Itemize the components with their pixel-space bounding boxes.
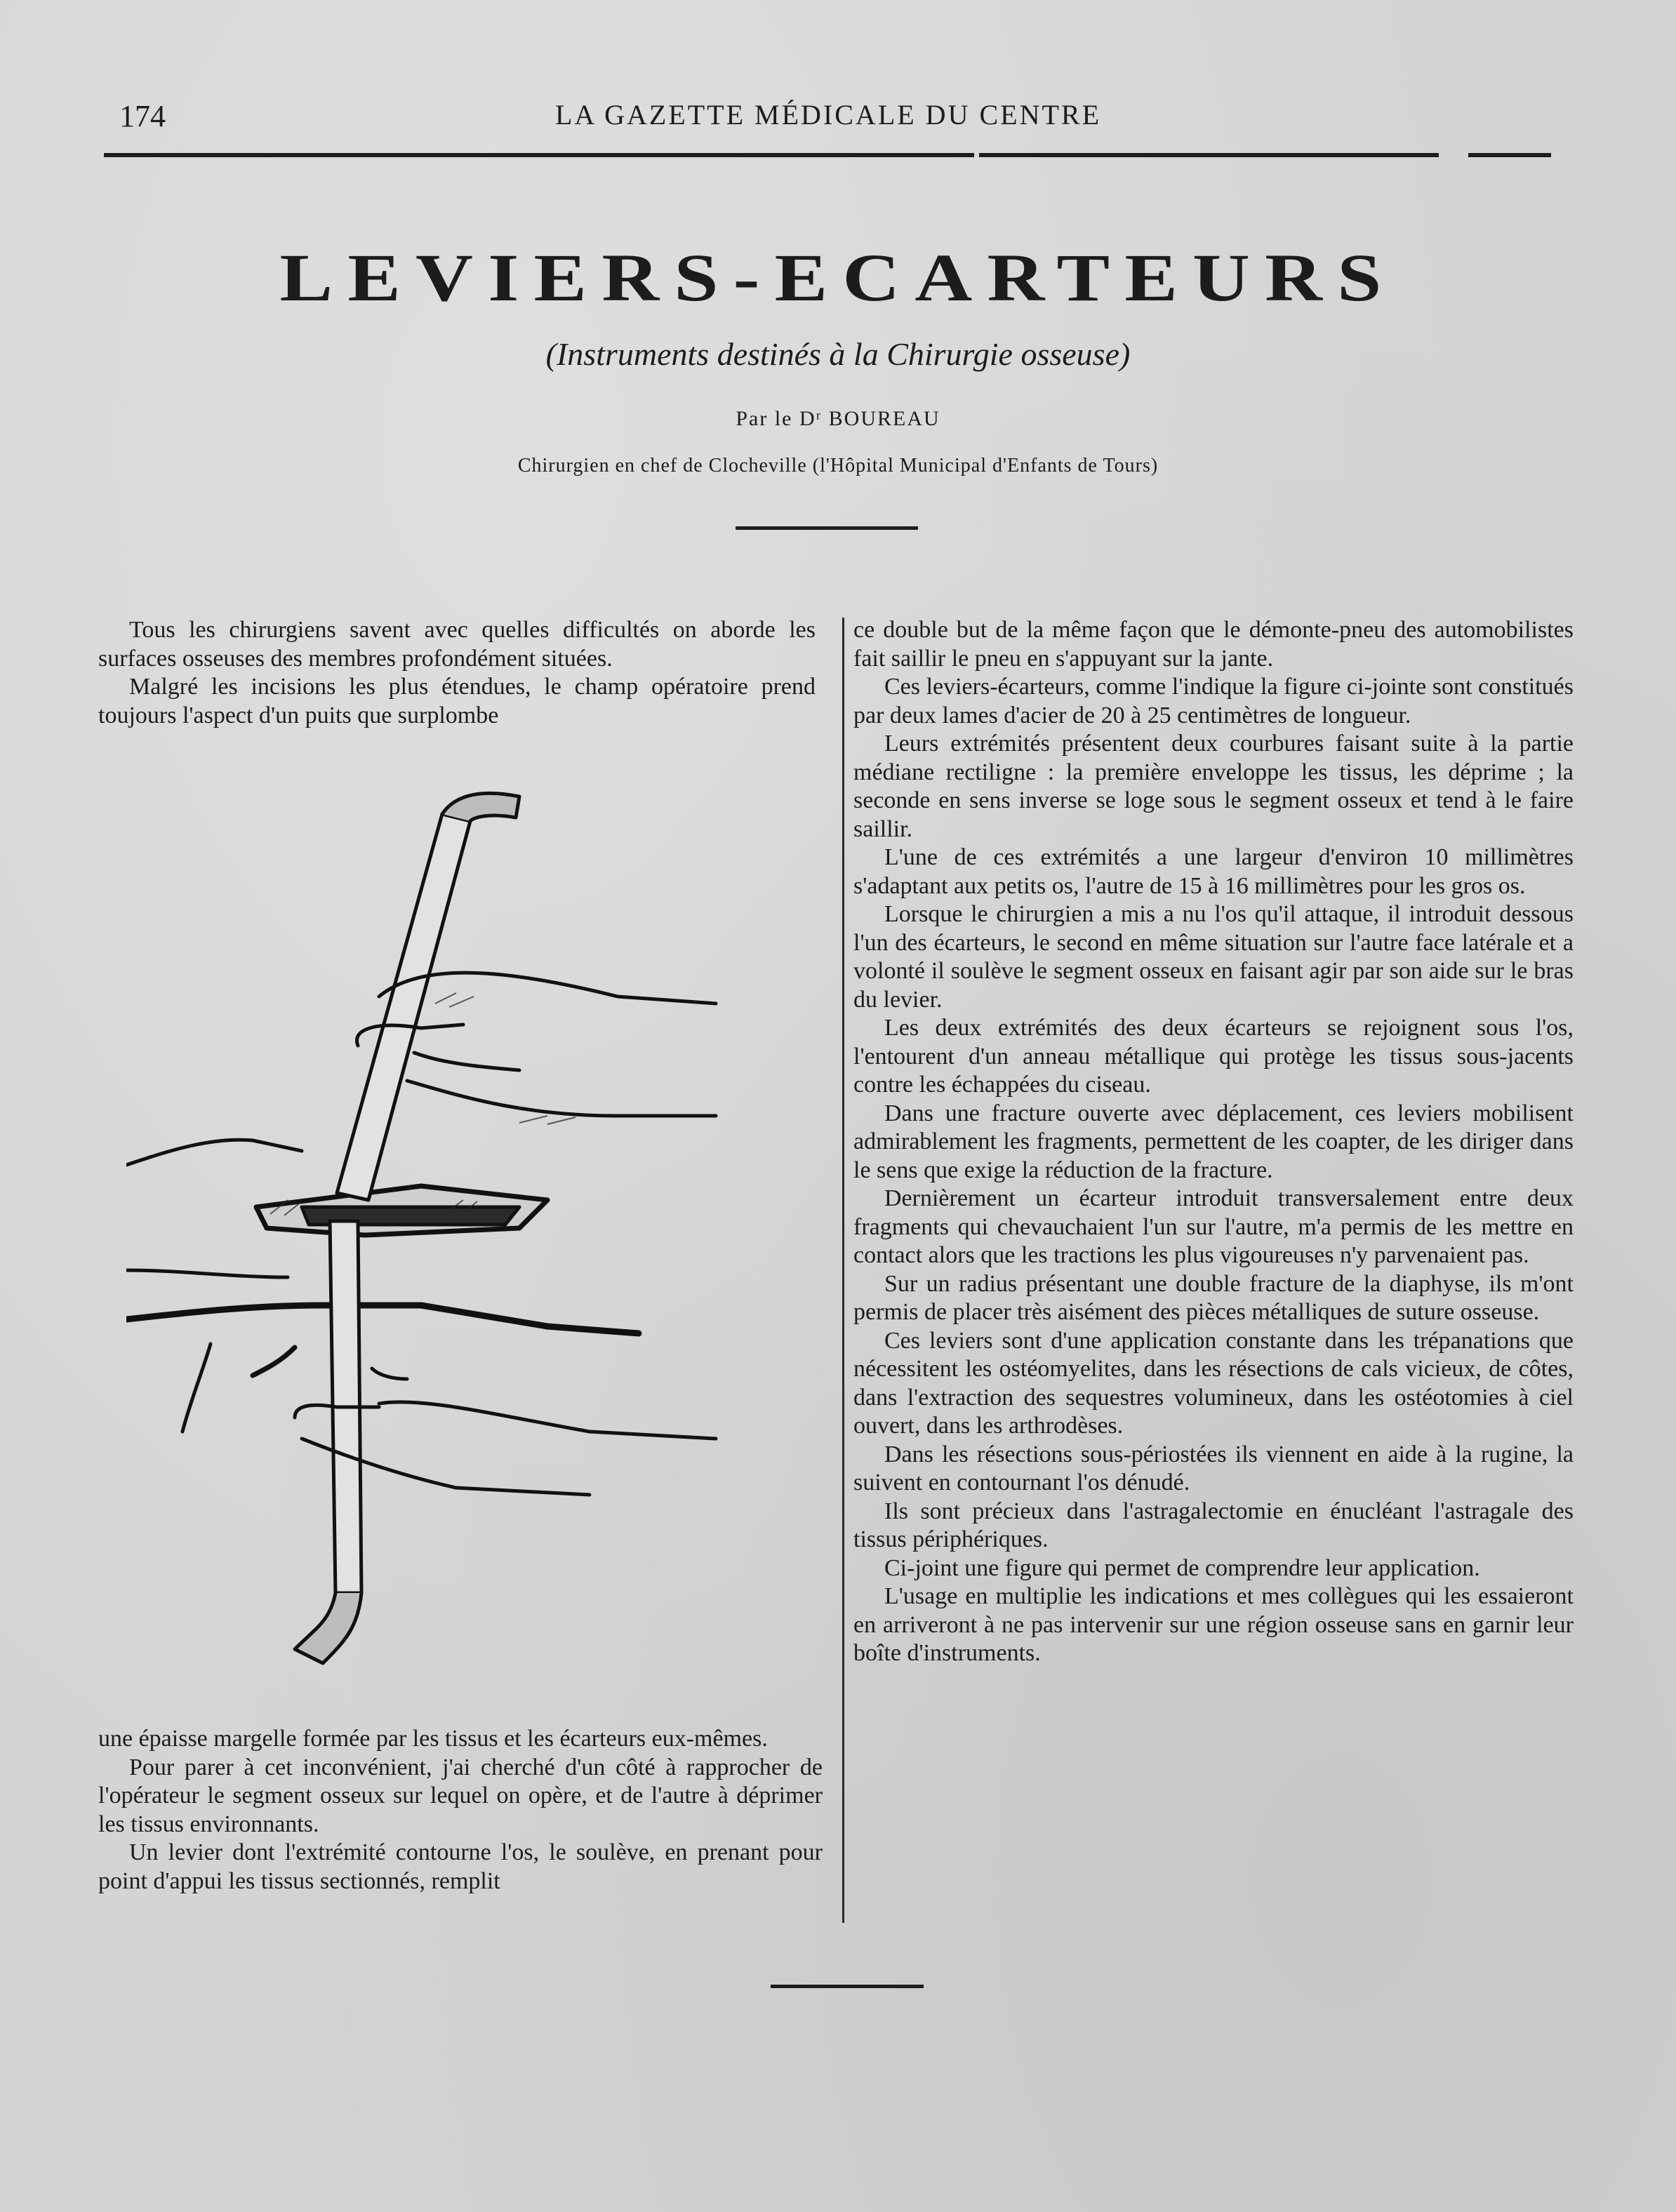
title-separator-rule xyxy=(736,526,918,530)
paragraph: L'usage en multiplie les indications et mes collègues qui les essaieront en arriveront à ne pas intervenir sur une région osseuse sans en garnir leur boîte d'instruments. xyxy=(853,1583,1574,1666)
limb-outline xyxy=(182,1344,211,1432)
paragraph: Leurs extrémités présentent deux courbures faisant suite à la partie médiane rectiligne : la première enveloppe les tissus, les déprime ; la seconde en sens inverse se loge sous le segment osseux et tend à le faire saillir. xyxy=(853,731,1574,842)
author-affiliation: Chirurgien en chef de Clocheville (l'Hôpital Municipal d'Enfants de Tours) xyxy=(517,455,1159,477)
surgical-figure-illustration xyxy=(126,786,772,1712)
paragraph: Ces leviers-écarteurs, comme l'indique la figure ci-jointe sont constitués par deux lames d'acier de 20 à 25 centimètres de longueur. xyxy=(853,674,1574,728)
article-title: LEVIERS-ECARTEURS xyxy=(279,240,1397,315)
column-divider xyxy=(842,618,844,1923)
left-column-top xyxy=(98,616,816,730)
limb-outline xyxy=(126,1140,302,1165)
paragraph-continuation: une épaisse margelle formée par les tissus et les écarteurs eux-mêmes. xyxy=(98,1726,768,1752)
page-number: 174 xyxy=(119,99,166,133)
header-rule xyxy=(104,153,974,157)
paragraph: Dans les résections sous-périostées ils viennent en aide à la rugine, la suivent en contournant l'os dénudé. xyxy=(853,1441,1574,1495)
paragraph: Ils sont précieux dans l'astragalectomie en énucléant l'astragale des tissus périphériques. xyxy=(853,1498,1574,1552)
lower-retractor-tip xyxy=(295,1593,361,1663)
paragraph-continuation: ce double but de la même façon que le démonte-pneu des automobilistes fait saillir le pneu en s'appuyant sur la jante. xyxy=(853,617,1574,672)
upper-retractor-tip xyxy=(442,793,519,821)
lower-hand xyxy=(379,1402,716,1439)
limb-outline xyxy=(253,1347,295,1375)
left-column-bottom xyxy=(98,1725,823,1895)
running-header xyxy=(105,98,1551,140)
paragraph: Pour parer à cet inconvénient, j'ai cherché d'un côté à rapprocher de l'opérateur le segment osseux sur lequel on opère, et de l'autre à déprimer les tissus environnants. xyxy=(98,1754,823,1837)
paragraph: Sur un radius présentant une double fracture de la diaphyse, ils m'ont permis de placer très aisément des pièces métalliques de suture osseuse. xyxy=(853,1270,1574,1325)
end-of-article-rule xyxy=(771,1985,924,1988)
paragraph: Les deux extrémités des deux écarteurs se rejoignent sous l'os, l'entourent d'un anneau métallique qui protège les tissus sous-jacents contre les échappées du ciseau. xyxy=(853,1015,1574,1098)
author-byline: Par le Dʳ BOUREAU xyxy=(736,407,940,430)
paragraph: Ci-joint une figure qui permet de comprendre leur application. xyxy=(884,1554,1480,1581)
paragraph: Un levier dont l'extrémité contourne l'os, le soulève, en prenant pour point d'appui les tissus sectionnés, remplit xyxy=(98,1839,823,1894)
header-rule xyxy=(979,153,1439,157)
right-column xyxy=(853,616,1574,1668)
limb-outline xyxy=(126,1270,288,1277)
journal-title: LA GAZETTE MÉDICALE DU CENTRE xyxy=(554,99,1101,131)
paragraph: L'une de ces extrémités a une largeur d'environ 10 millimètres s'adaptant aux petits os, l'autre de 15 à 16 millimètres pour les gros os. xyxy=(853,844,1574,899)
paragraph: Dans une fracture ouverte avec déplacement, ces leviers mobilisent admirablement les fragments, permettent de les coapter, de les diriger dans le sens que exige la réduction de la fracture. xyxy=(853,1100,1574,1183)
paragraph: Lorsque le chirurgien a mis a nu l'os qu'il attaque, il introduit dessous l'un des écarteurs, le second en même situation sur l'autre face latérale et a volonté il soulève le segment osseux en faisant agir par son aide sur le bras du levier. xyxy=(853,901,1574,1013)
upper-hand xyxy=(414,1053,519,1070)
limb-outline xyxy=(126,1305,639,1333)
paragraph: Malgré les incisions les plus étendues, le champ opératoire prend toujours l'aspect d'un puits que surplombe xyxy=(98,674,816,728)
lower-hand xyxy=(372,1368,407,1379)
paragraph: Dernièrement un écarteur introduit transversalement entre deux fragments qui chevauchaient l'un sur l'autre, m'a permis de les mettre en contact alors que les tractions les plus vigoureuses n'y parvenaient pas. xyxy=(853,1185,1574,1268)
paragraph: Ces leviers sont d'une application constante dans les trépanations que nécessitent les ostéomyelites, dans les résections de cals vicieux, de côtes, dans l'extraction des sequestres volumineux, dans les ostéotomies à ciel ouvert, dans les arthrodèses. xyxy=(853,1327,1574,1439)
article-subtitle: (Instruments destinés à la Chirurgie osseuse) xyxy=(545,336,1131,372)
paragraph: Tous les chirurgiens savent avec quelles difficultés on aborde les surfaces osseuses des membres profondément situées. xyxy=(98,617,816,672)
upper-hand xyxy=(407,1081,716,1116)
header-rule xyxy=(1468,153,1551,157)
